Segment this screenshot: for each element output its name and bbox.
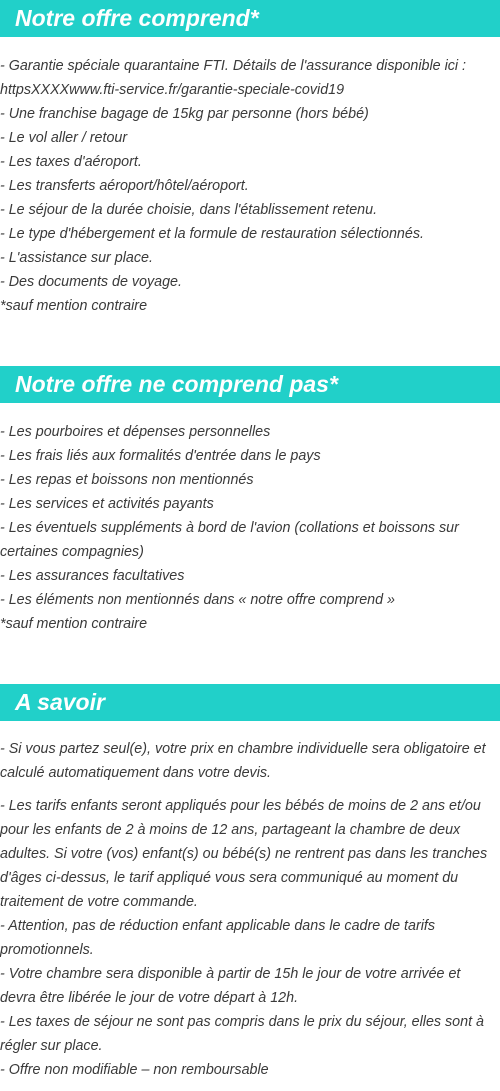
list-item: - Des documents de voyage.	[0, 274, 182, 290]
info-paragraph: - Les tarifs enfants seront appliqués pour les bébés de moins de 2 ans et/ou pour les enfants de 2 à moins de 12 ans, partageant la chambre de deux adultes. Si votre (vos) enfant(s) ou bébé(s) ne rentrent pas dans les tranches d'âges ci-dessus, le tarif appliqué vous sera communiqué au moment du traitement de votre commande.	[0, 798, 488, 910]
list-item: - Les pourboires et dépenses personnelles	[0, 424, 271, 440]
section-title-included: Notre offre comprend*	[0, 0, 500, 37]
list-item: - Les assurances facultatives	[0, 568, 185, 584]
section-included	[0, 0, 500, 318]
section-title-good-to-know: A savoir	[0, 684, 500, 721]
list-item: - Les frais liés aux formalités d'entrée dans le pays	[0, 448, 321, 464]
list-item: - Les éléments non mentionnés dans « notre offre comprend »	[0, 592, 395, 608]
section-title-not-included: Notre offre ne comprend pas*	[0, 366, 500, 403]
info-paragraph: - Si vous partez seul(e), votre prix en chambre individuelle sera obligatoire et calculé automatiquement dans votre devis.	[0, 741, 486, 781]
info-paragraph: - Les taxes de séjour ne sont pas compris dans le prix du séjour, elles sont à régler sur place.	[0, 1014, 484, 1054]
list-item: - Le vol aller / retour	[0, 130, 128, 146]
list-item: - Garantie spéciale quarantaine FTI. Détails de l'assurance disponible ici :	[0, 58, 467, 74]
section-good-to-know	[0, 684, 500, 1082]
good-to-know-text	[0, 721, 500, 1082]
list-item: - Une franchise bagage de 15kg par personne (hors bébé)	[0, 106, 369, 122]
list-item: - L'assistance sur place.	[0, 250, 153, 266]
list-item: - Les taxes d'aéroport.	[0, 154, 142, 170]
section-not-included	[0, 366, 500, 636]
list-item: - Les repas et boissons non mentionnés	[0, 472, 254, 488]
included-list	[0, 37, 500, 318]
list-item: - Les services et activités payants	[0, 496, 214, 512]
list-item: - Le séjour de la durée choisie, dans l'établissement retenu.	[0, 202, 378, 218]
info-paragraph: - Offre non modifiable – non remboursable	[0, 1062, 269, 1078]
not-included-list	[0, 403, 500, 636]
list-item: - Le type d'hébergement et la formule de restauration sélectionnés.	[0, 226, 424, 242]
footnote: *sauf mention contraire	[0, 616, 148, 632]
list-item: - Les éventuels suppléments à bord de l'avion (collations et boissons sur certaines compagnies)	[0, 520, 459, 560]
list-item: - Les transferts aéroport/hôtel/aéroport.	[0, 178, 249, 194]
info-paragraph: - Votre chambre sera disponible à partir de 15h le jour de votre arrivée et devra être libérée le jour de votre départ à 12h.	[0, 966, 461, 1006]
info-paragraph: - Attention, pas de réduction enfant applicable dans le cadre de tarifs promotionnels.	[0, 918, 436, 958]
list-item: httpsXXXXwww.fti-service.fr/garantie-speciale-covid19	[0, 82, 345, 98]
footnote: *sauf mention contraire	[0, 298, 148, 314]
